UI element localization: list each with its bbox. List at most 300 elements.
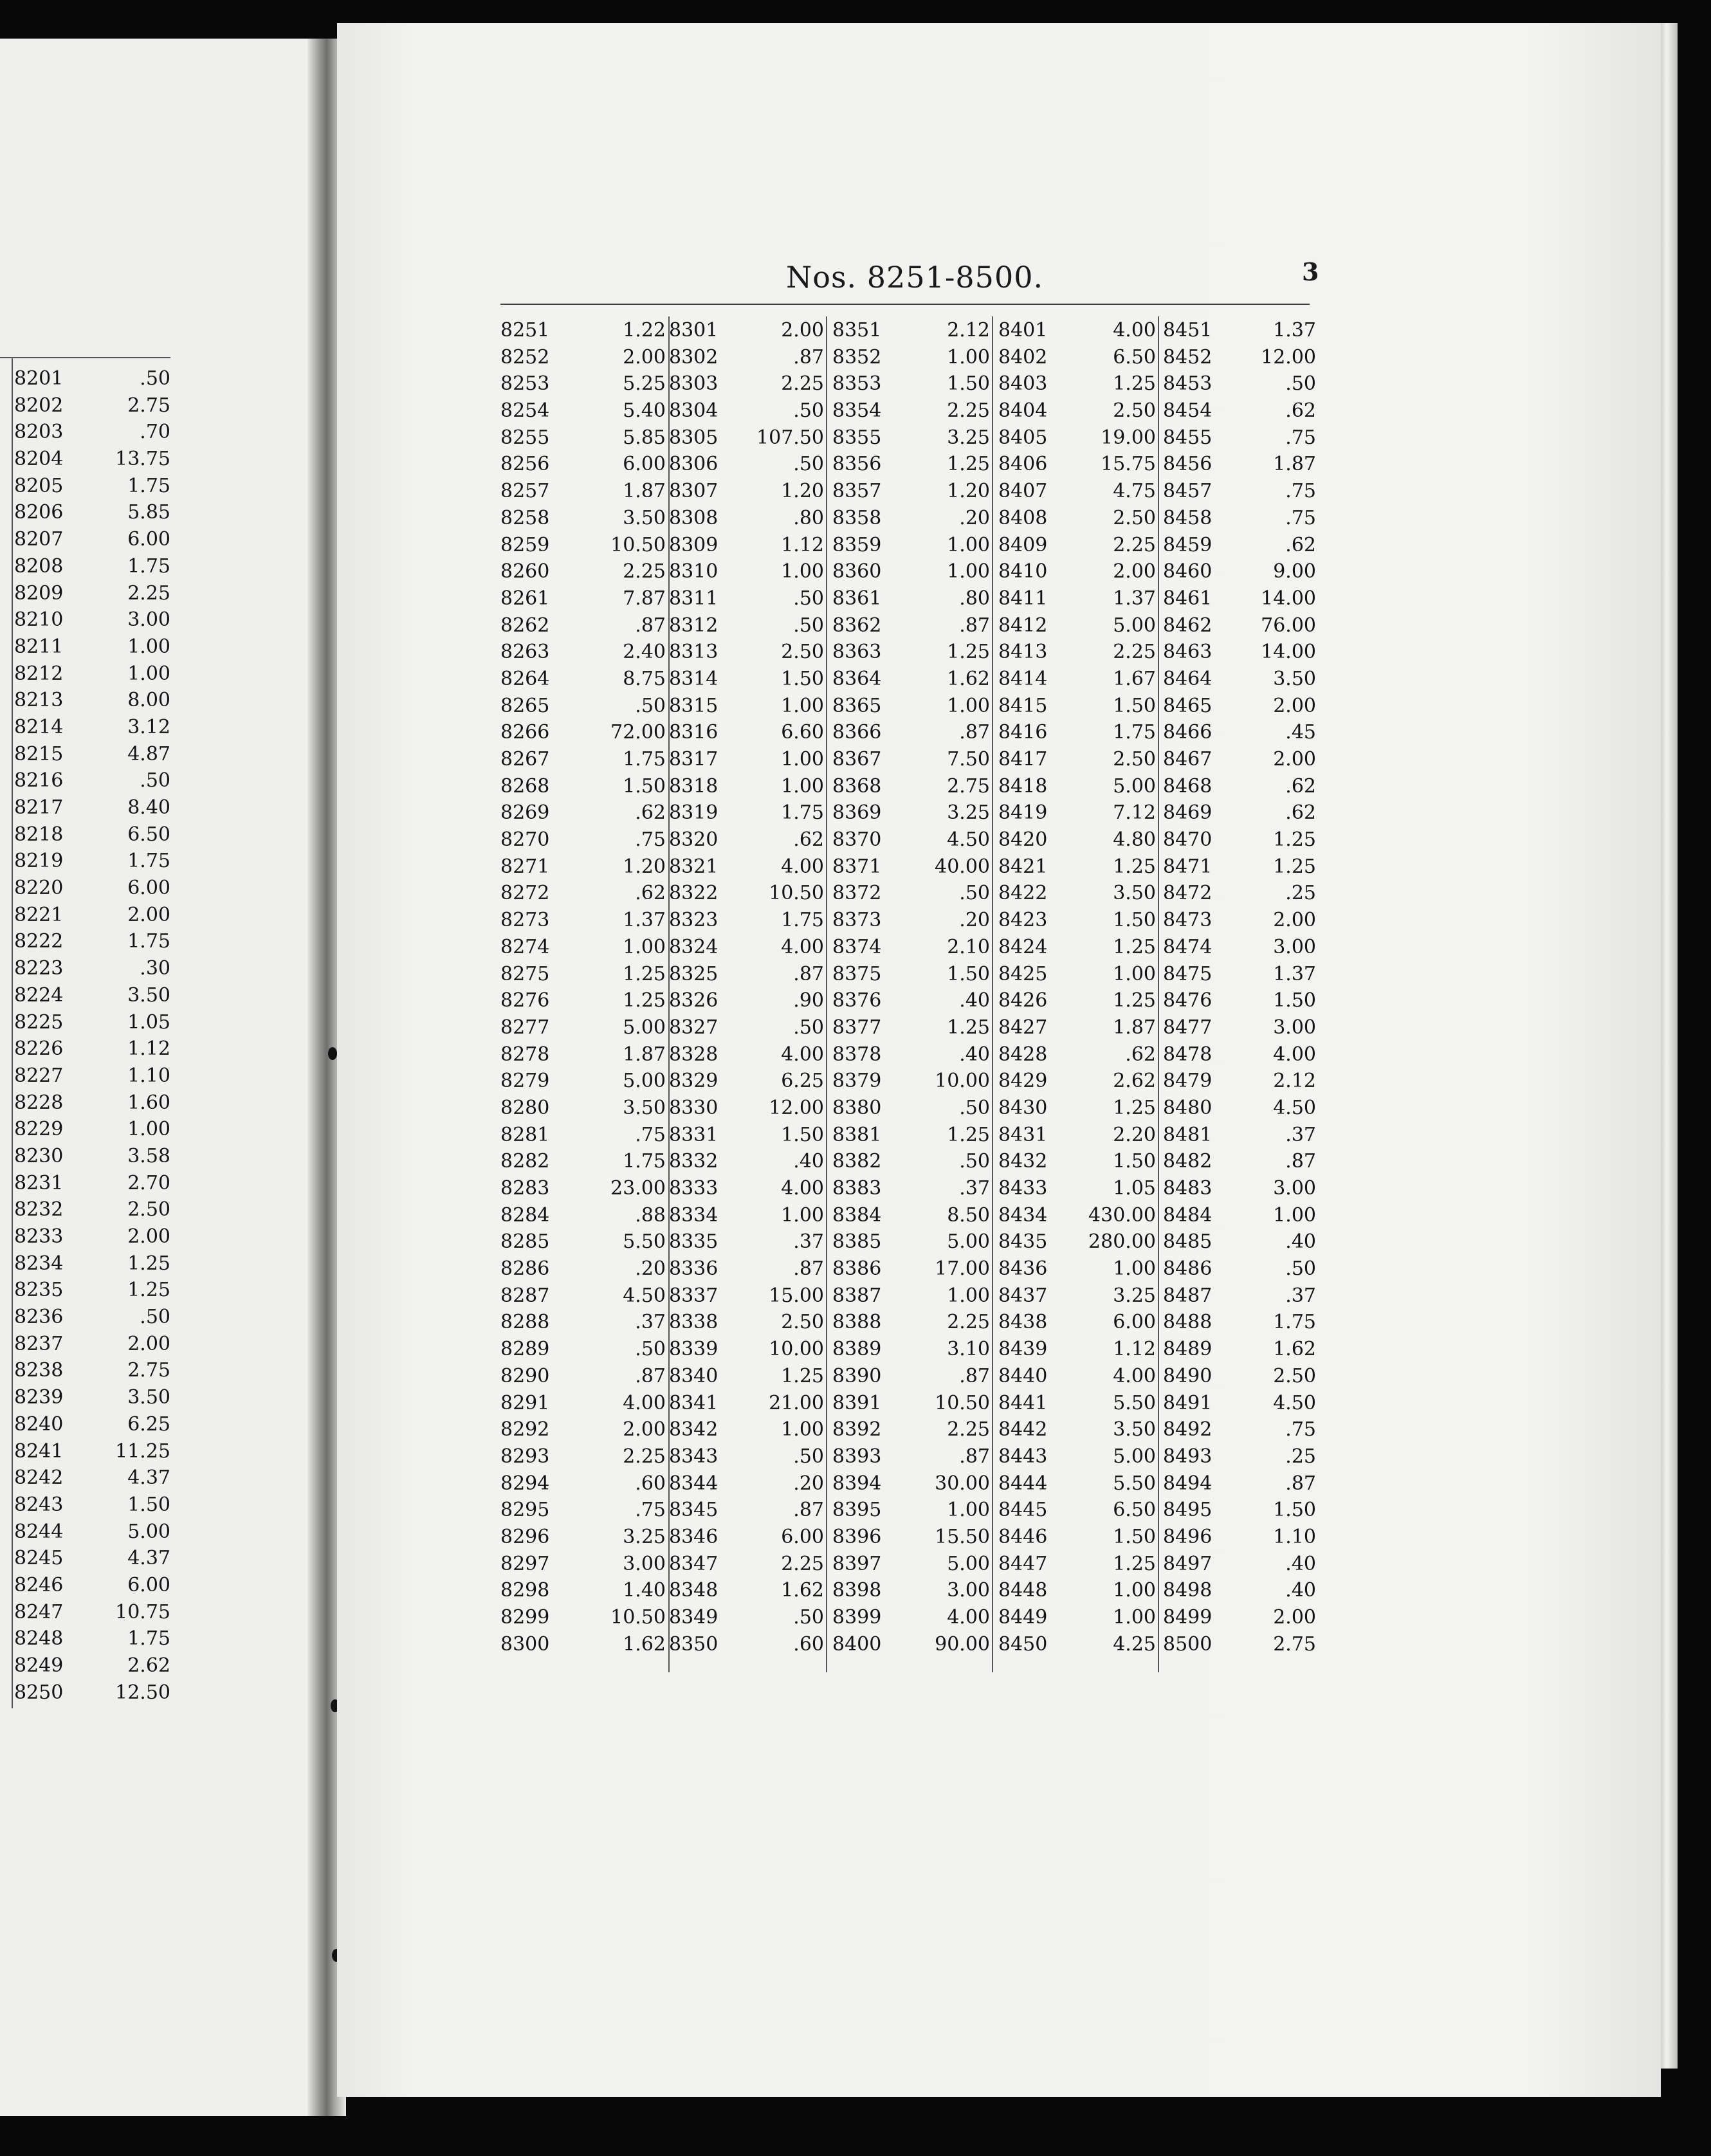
table-row [998, 799, 1156, 827]
table-row [669, 370, 824, 397]
table-row [1163, 907, 1316, 934]
item-number: 8484 [1163, 1203, 1212, 1227]
item-price: 7.50 [947, 748, 990, 771]
item-price: .87 [793, 962, 824, 985]
table-row [832, 1229, 990, 1256]
item-number: 8378 [832, 1043, 882, 1066]
item-number: 8225 [14, 1010, 64, 1034]
item-price: 6.50 [1113, 1499, 1156, 1522]
table-row [500, 1416, 666, 1443]
item-number: 8488 [1163, 1311, 1212, 1334]
item-number: 8420 [998, 828, 1048, 852]
table-row [832, 1014, 990, 1041]
table-row [832, 1631, 990, 1658]
item-price: 7.87 [623, 587, 666, 610]
item-number: 8427 [998, 1016, 1048, 1039]
table-row [0, 1331, 170, 1358]
table-row [832, 1175, 990, 1202]
item-number: 8328 [669, 1043, 718, 1066]
item-price: .62 [1285, 774, 1316, 798]
table-row [998, 478, 1156, 505]
table-row [0, 473, 170, 500]
table-row [832, 370, 990, 397]
item-price: 6.00 [127, 1573, 170, 1596]
table-row [500, 961, 666, 988]
item-number: 8470 [1163, 828, 1212, 852]
item-price: 5.50 [623, 1230, 666, 1254]
item-price: 10.00 [935, 1070, 990, 1093]
item-price: 2.00 [127, 903, 170, 926]
table-row [998, 719, 1156, 746]
item-price: 5.50 [1113, 1391, 1156, 1414]
item-number: 8338 [669, 1311, 718, 1334]
item-number: 8229 [14, 1118, 64, 1141]
item-number: 8450 [998, 1632, 1048, 1656]
item-number: 8270 [500, 828, 550, 852]
item-price: 90.00 [935, 1632, 990, 1656]
item-number: 8266 [500, 721, 550, 744]
table-row [669, 1390, 824, 1417]
table-row [1163, 1256, 1316, 1283]
item-number: 8359 [832, 533, 882, 556]
item-price: 2.12 [947, 319, 990, 342]
item-number: 8356 [832, 453, 882, 476]
table-row [500, 1122, 666, 1149]
item-price: 5.40 [623, 399, 666, 423]
item-price: 12.00 [769, 1096, 824, 1119]
item-number: 8496 [1163, 1525, 1212, 1548]
table-row [0, 741, 170, 768]
table-row [1163, 1014, 1316, 1041]
item-price: 6.60 [781, 721, 824, 744]
table-row [1163, 854, 1316, 881]
price-column [669, 317, 824, 1658]
item-price: .87 [793, 1257, 824, 1281]
item-number: 8457 [1163, 480, 1212, 503]
table-row [500, 558, 666, 585]
table-row [832, 1336, 990, 1363]
item-price: 2.50 [781, 641, 824, 664]
table-row [0, 499, 170, 526]
table-row [832, 907, 990, 934]
item-price: 1.00 [1113, 1257, 1156, 1281]
item-price: 2.00 [1273, 909, 1316, 932]
item-number: 8465 [1163, 694, 1212, 717]
item-number: 8276 [500, 989, 550, 1012]
item-number: 8386 [832, 1257, 882, 1281]
item-number: 8458 [1163, 506, 1212, 529]
table-row [0, 580, 170, 607]
table-row [998, 693, 1156, 720]
item-price: 1.00 [781, 774, 824, 798]
table-row [0, 1116, 170, 1143]
item-price: 40.00 [935, 855, 990, 878]
item-number: 8274 [500, 935, 550, 958]
item-price: 1.25 [1273, 828, 1316, 852]
item-price: 1.00 [947, 694, 990, 717]
table-row [669, 344, 824, 371]
item-price: .87 [959, 614, 990, 637]
table-row [669, 639, 824, 666]
table-row [832, 1443, 990, 1470]
item-price: 10.50 [935, 1391, 990, 1414]
item-price: 8.75 [623, 667, 666, 690]
table-row [500, 1175, 666, 1202]
item-price: 1.75 [127, 474, 170, 497]
table-row [1163, 773, 1316, 800]
item-price: .87 [1285, 1472, 1316, 1495]
table-row [500, 746, 666, 773]
table-row [832, 961, 990, 988]
item-number: 8483 [1163, 1177, 1212, 1200]
item-number: 8330 [669, 1096, 718, 1119]
item-price: .45 [1285, 721, 1316, 744]
table-row [1163, 719, 1316, 746]
item-number: 8380 [832, 1096, 882, 1119]
table-row [0, 1599, 170, 1626]
item-number: 8473 [1163, 909, 1212, 932]
column-divider [826, 316, 827, 1672]
item-number: 8215 [14, 742, 64, 765]
item-price: 1.25 [623, 989, 666, 1012]
table-row [832, 746, 990, 773]
item-number: 8425 [998, 962, 1048, 985]
table-row [832, 1283, 990, 1310]
item-price: 76.00 [1261, 614, 1316, 637]
item-number: 8249 [14, 1654, 64, 1677]
item-number: 8309 [669, 533, 718, 556]
table-row [669, 1443, 824, 1470]
item-price: 19.00 [1101, 426, 1156, 449]
item-number: 8448 [998, 1579, 1048, 1602]
item-number: 8394 [832, 1472, 882, 1495]
item-price: 2.25 [1113, 533, 1156, 556]
item-number: 8322 [669, 882, 718, 905]
item-number: 8377 [832, 1016, 882, 1039]
table-row [832, 1256, 990, 1283]
item-price: 1.37 [1113, 587, 1156, 610]
table-row [500, 505, 666, 532]
item-number: 8230 [14, 1144, 64, 1167]
table-row [500, 317, 666, 344]
item-number: 8310 [669, 560, 718, 583]
item-price: 2.00 [127, 1332, 170, 1355]
table-row [832, 1309, 990, 1336]
item-price: 1.10 [127, 1064, 170, 1087]
item-price: 1.25 [127, 1279, 170, 1302]
item-number: 8417 [998, 748, 1048, 771]
table-row [500, 1390, 666, 1417]
item-price: .87 [959, 721, 990, 744]
table-row [1163, 451, 1316, 478]
table-row [998, 1443, 1156, 1470]
item-number: 8363 [832, 641, 882, 664]
item-number: 8497 [1163, 1552, 1212, 1575]
item-price: 30.00 [935, 1472, 990, 1495]
item-number: 8329 [669, 1070, 718, 1093]
table-row [669, 425, 824, 452]
item-price: 1.20 [781, 480, 824, 503]
table-row [0, 1357, 170, 1384]
item-price: 8.50 [947, 1203, 990, 1227]
table-row [669, 1202, 824, 1229]
item-price: .87 [635, 1364, 666, 1387]
item-number: 8467 [1163, 748, 1212, 771]
item-price: .87 [959, 1445, 990, 1468]
price-column [500, 317, 666, 1658]
item-number: 8454 [1163, 399, 1212, 423]
item-price: .20 [793, 1472, 824, 1495]
item-number: 8267 [500, 748, 550, 771]
item-number: 8290 [500, 1364, 550, 1387]
item-price: 3.50 [1273, 667, 1316, 690]
item-price: 21.00 [769, 1391, 824, 1414]
item-price: 1.50 [947, 372, 990, 396]
table-row [500, 612, 666, 639]
item-number: 8220 [14, 877, 64, 900]
item-number: 8456 [1163, 453, 1212, 476]
item-price: 5.00 [623, 1070, 666, 1093]
table-row [0, 526, 170, 553]
item-number: 8432 [998, 1150, 1048, 1173]
table-row [832, 317, 990, 344]
item-number: 8248 [14, 1627, 64, 1650]
item-number: 8469 [1163, 801, 1212, 825]
item-price: .50 [793, 1016, 824, 1039]
table-row [998, 1577, 1156, 1604]
table-row [832, 799, 990, 827]
item-price: 1.25 [1113, 1552, 1156, 1575]
item-price: 10.75 [115, 1600, 170, 1623]
item-number: 8241 [14, 1439, 64, 1463]
item-price: 4.00 [781, 935, 824, 958]
item-price: .50 [959, 1150, 990, 1173]
item-number: 8297 [500, 1552, 550, 1575]
item-price: .50 [959, 882, 990, 905]
item-number: 8472 [1163, 882, 1212, 905]
table-row [500, 1256, 666, 1283]
item-number: 8426 [998, 989, 1048, 1012]
table-row [1163, 934, 1316, 961]
table-row [0, 1519, 170, 1546]
item-price: .40 [793, 1150, 824, 1173]
table-row [832, 1470, 990, 1497]
item-price: 14.00 [1261, 641, 1316, 664]
item-price: 1.10 [1273, 1525, 1316, 1548]
item-number: 8474 [1163, 935, 1212, 958]
table-row [0, 1492, 170, 1519]
item-price: 4.75 [1113, 480, 1156, 503]
item-price: 3.50 [623, 1096, 666, 1119]
table-row [0, 1679, 170, 1706]
left-page-header-rule [0, 357, 170, 358]
item-number: 8355 [832, 426, 882, 449]
table-row [1163, 639, 1316, 666]
item-number: 8315 [669, 694, 718, 717]
item-price: .60 [635, 1472, 666, 1495]
item-price: 13.75 [115, 448, 170, 471]
item-number: 8252 [500, 345, 550, 369]
item-price: 3.50 [623, 506, 666, 529]
item-price: 1.87 [623, 480, 666, 503]
table-row [832, 1577, 990, 1604]
item-price: 1.40 [623, 1579, 666, 1602]
item-price: 1.75 [781, 909, 824, 932]
item-price: 1.22 [623, 319, 666, 342]
table-row [0, 1572, 170, 1599]
table-row [998, 987, 1156, 1014]
item-price: 5.00 [1113, 614, 1156, 637]
item-price: .80 [959, 587, 990, 610]
item-number: 8324 [669, 935, 718, 958]
item-price: 1.75 [127, 930, 170, 953]
table-row [0, 607, 170, 634]
table-row [1163, 1175, 1316, 1202]
item-number: 8236 [14, 1306, 64, 1329]
item-number: 8332 [669, 1150, 718, 1173]
table-row [669, 1497, 824, 1524]
table-row [500, 1631, 666, 1658]
table-row [500, 1041, 666, 1068]
item-price: 1.62 [781, 1579, 824, 1602]
item-price: 2.10 [947, 935, 990, 958]
item-number: 8301 [669, 319, 718, 342]
table-row [1163, 558, 1316, 585]
item-number: 8321 [669, 855, 718, 878]
item-number: 8251 [500, 319, 550, 342]
item-number: 8361 [832, 587, 882, 610]
item-price: .30 [140, 957, 170, 980]
item-number: 8210 [14, 608, 64, 632]
item-price: .75 [1285, 506, 1316, 529]
table-row [998, 666, 1156, 693]
item-number: 8337 [669, 1284, 718, 1307]
item-price: 2.25 [623, 1445, 666, 1468]
item-price: 3.00 [623, 1552, 666, 1575]
item-price: .40 [959, 989, 990, 1012]
item-number: 8440 [998, 1364, 1048, 1387]
item-price: .70 [140, 421, 170, 444]
table-row [998, 558, 1156, 585]
table-row [1163, 425, 1316, 452]
item-price: 1.67 [1113, 667, 1156, 690]
item-number: 8256 [500, 453, 550, 476]
item-price: 4.00 [1113, 319, 1156, 342]
item-price: 7.12 [1113, 801, 1156, 825]
item-price: .62 [1285, 399, 1316, 423]
table-row [500, 854, 666, 881]
item-number: 8235 [14, 1279, 64, 1302]
item-number: 8312 [669, 614, 718, 637]
table-row [500, 1095, 666, 1122]
table-row [1163, 1470, 1316, 1497]
item-price: 1.00 [781, 694, 824, 717]
table-row [1163, 397, 1316, 425]
item-price: .20 [959, 506, 990, 529]
table-row [0, 1009, 170, 1036]
table-row [0, 1036, 170, 1063]
table-row [998, 1363, 1156, 1390]
page-title: Nos. 8251-8500. [786, 260, 1044, 295]
table-row [0, 419, 170, 446]
price-column [998, 317, 1156, 1658]
item-price: 3.50 [127, 1386, 170, 1409]
item-number: 8218 [14, 823, 64, 846]
item-number: 8204 [14, 448, 64, 471]
item-price: .50 [793, 399, 824, 423]
item-price: 2.75 [127, 394, 170, 417]
item-price: 5.00 [623, 1016, 666, 1039]
item-price: 3.00 [1273, 1016, 1316, 1039]
item-number: 8477 [1163, 1016, 1212, 1039]
item-price: 1.05 [127, 1010, 170, 1034]
item-price: 1.00 [1113, 1606, 1156, 1629]
item-price: .75 [635, 1123, 666, 1146]
item-number: 8281 [500, 1123, 550, 1146]
item-price: 1.25 [947, 1016, 990, 1039]
table-row [1163, 344, 1316, 371]
item-number: 8455 [1163, 426, 1212, 449]
item-price: 2.25 [127, 581, 170, 605]
table-row [500, 344, 666, 371]
item-price: 1.50 [1113, 909, 1156, 932]
table-row [832, 505, 990, 532]
item-number: 8231 [14, 1171, 64, 1194]
item-number: 8439 [998, 1338, 1048, 1361]
table-row [0, 1545, 170, 1572]
item-price: .88 [635, 1203, 666, 1227]
table-row [832, 344, 990, 371]
table-row [0, 687, 170, 714]
item-number: 8339 [669, 1338, 718, 1361]
item-price: 3.10 [947, 1338, 990, 1361]
item-price: 15.75 [1101, 453, 1156, 476]
table-row [500, 1363, 666, 1390]
item-number: 8495 [1163, 1499, 1212, 1522]
table-row [0, 1090, 170, 1117]
left-page-price-column [0, 365, 170, 1706]
table-row [0, 1411, 170, 1438]
item-number: 8288 [500, 1311, 550, 1334]
table-row [998, 505, 1156, 532]
item-number: 8226 [14, 1037, 64, 1061]
item-number: 8422 [998, 882, 1048, 905]
item-number: 8323 [669, 909, 718, 932]
item-number: 8463 [1163, 641, 1212, 664]
table-row [500, 1604, 666, 1631]
item-price: .50 [793, 587, 824, 610]
item-number: 8500 [1163, 1632, 1212, 1656]
table-row [832, 1041, 990, 1068]
item-price: 1.00 [127, 1118, 170, 1141]
table-row [1163, 505, 1316, 532]
item-price: 4.00 [781, 1177, 824, 1200]
table-row [998, 1309, 1156, 1336]
item-number: 8370 [832, 828, 882, 852]
table-row [998, 773, 1156, 800]
table-row [669, 1175, 824, 1202]
table-row [1163, 746, 1316, 773]
item-price: .40 [1285, 1579, 1316, 1602]
item-number: 8224 [14, 983, 64, 1007]
item-number: 8365 [832, 694, 882, 717]
table-row [998, 397, 1156, 425]
item-price: 3.00 [1273, 935, 1316, 958]
table-row [669, 397, 824, 425]
table-row [1163, 1229, 1316, 1256]
item-number: 8400 [832, 1632, 882, 1656]
table-row [1163, 370, 1316, 397]
